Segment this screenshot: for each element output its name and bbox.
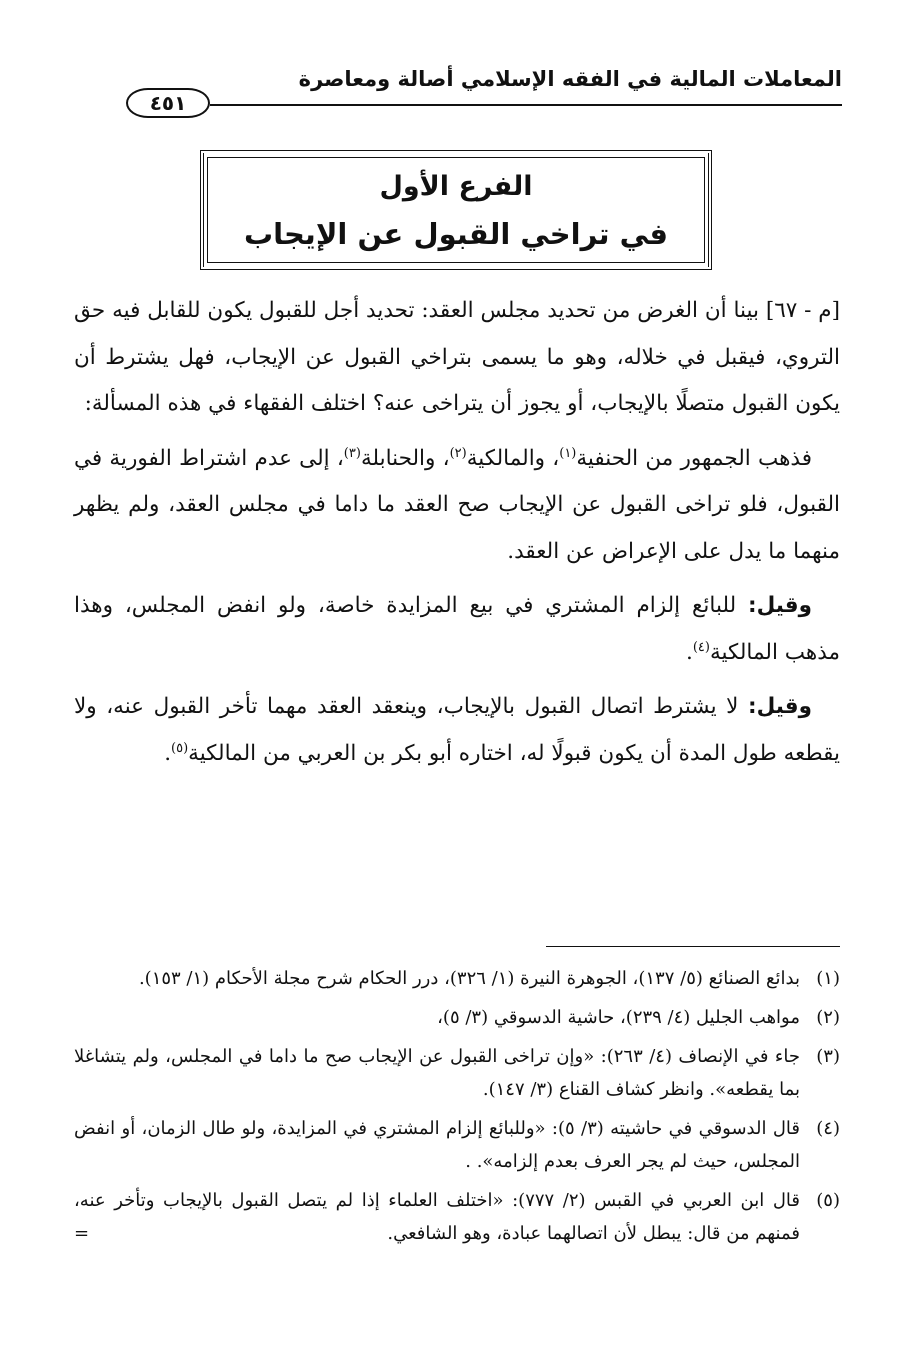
footnote-4-number: (٤) [816, 1118, 840, 1139]
paragraph-3-lead: وقيل: [747, 593, 812, 618]
footnote-4 [74, 1112, 840, 1178]
footnote-ref-1: (١) [559, 445, 577, 461]
footnotes [74, 962, 840, 1256]
footnote-1 [74, 962, 840, 995]
header-rule [210, 104, 842, 106]
running-header-title: المعاملات المالية في الفقه الإسلامي أصالة ومعاصرة [298, 67, 842, 91]
footnote-ref-3: (٣) [343, 445, 361, 461]
section-title-frame [200, 150, 712, 270]
paragraph-4-lead: وقيل: [747, 694, 812, 719]
footnote-5-text: قال ابن العربي في القبس (٢/ ٧٧٧): «اختلف العلماء إذا لم يتصل القبول بالإيجاب وتأخر عنه، فمنهم من قال: يبطل لأن اتصالهما عبادة، وهو الشافعي. [74, 1190, 800, 1244]
footnote-5 [74, 1184, 840, 1250]
paragraph-3-end: . [685, 639, 693, 665]
paragraph-2-text-a: فذهب الجمهور من الحنفية [576, 445, 812, 471]
footnote-5-number: (٥) [816, 1190, 840, 1211]
footnote-3-number: (٣) [816, 1046, 840, 1067]
main-text [74, 288, 840, 785]
footnote-4-text: قال الدسوقي في حاشيته (٣/ ٥): «وللبائع إلزام المشتري في المزايدة، ولو طال الزمان، أو انفض المجلس، حيث لم يجر العرف بعدم إلزامه». . [74, 1118, 800, 1172]
paragraph-2-text-c: ، والحنابلة [360, 445, 450, 471]
footnote-separator [546, 946, 840, 947]
continuation-mark: = [74, 1223, 90, 1244]
footnote-2 [74, 1001, 840, 1034]
paragraph-4-end: . [164, 740, 172, 766]
paragraph-2 [74, 436, 840, 576]
footnote-1-text: بدائع الصنائع (٥/ ١٣٧)، الجوهرة النيرة (١/ ٣٢٦)، درر الحكام شرح مجلة الأحكام (١/ ١٥٣). [138, 968, 800, 989]
footnote-ref-4: (٤) [692, 639, 710, 655]
section-title-line2: في تراخي القبول عن الإيجاب [244, 217, 668, 251]
paragraph-4-text: لا يشترط اتصال القبول بالإيجاب، وينعقد العقد مهما تأخر القبول عنه، ولا يقطعه طول المدة أن يكون قبولًا له، اختاره أبو بكر بن العربي من المالكية [74, 694, 840, 766]
footnote-2-text: مواهب الجليل (٤/ ٢٣٩)، حاشية الدسوقي (٣/ ٥)، [437, 1007, 800, 1028]
paragraph-3 [74, 583, 840, 676]
footnote-2-number: (٢) [816, 1007, 840, 1028]
paragraph-1: [م - ٦٧] بينا أن الغرض من تحديد مجلس العقد: تحديد أجل للقبول يكون للقابل فيه حق التروي، فيقبل في خلاله، وهو ما يسمى بتراخي القبول عن الإيجاب، فهل يشترط أن يكون القبول متصلًا بالإيجاب، أو يجوز أن يتراخى عنه؟ اختلف الفقهاء في هذه المسألة: [74, 298, 840, 416]
footnote-1-number: (١) [816, 968, 840, 989]
footnote-ref-2: (٢) [449, 445, 467, 461]
footnote-ref-5: (٥) [171, 740, 189, 756]
section-title-line1: الفرع الأول [379, 171, 533, 202]
paragraph-2-text-b: ، والمالكية [466, 445, 560, 471]
page-number: ٤٥١ [126, 88, 210, 118]
footnote-3 [74, 1040, 840, 1106]
paragraph-3-text: للبائع إلزام المشتري في بيع المزايدة خاصة، ولو انفض المجلس، وهذا مذهب المالكية [74, 593, 840, 665]
paragraph-4 [74, 684, 840, 777]
footnote-3-text: جاء في الإنصاف (٤/ ٢٦٣): «وإن تراخى القبول عن الإيجاب صح ما داما في المجلس، ولم يتشاغلا بما يقطعه». وانظر كشاف القناع (٣/ ١٤٧). [74, 1046, 800, 1100]
paragraph-2-text-d: ، إلى عدم اشتراط الفورية في القبول، فلو تراخى القبول عن الإيجاب صح العقد ما داما في مجلس العقد، ولم يظهر منهما ما يدل على الإعراض عن العقد. [74, 445, 840, 564]
